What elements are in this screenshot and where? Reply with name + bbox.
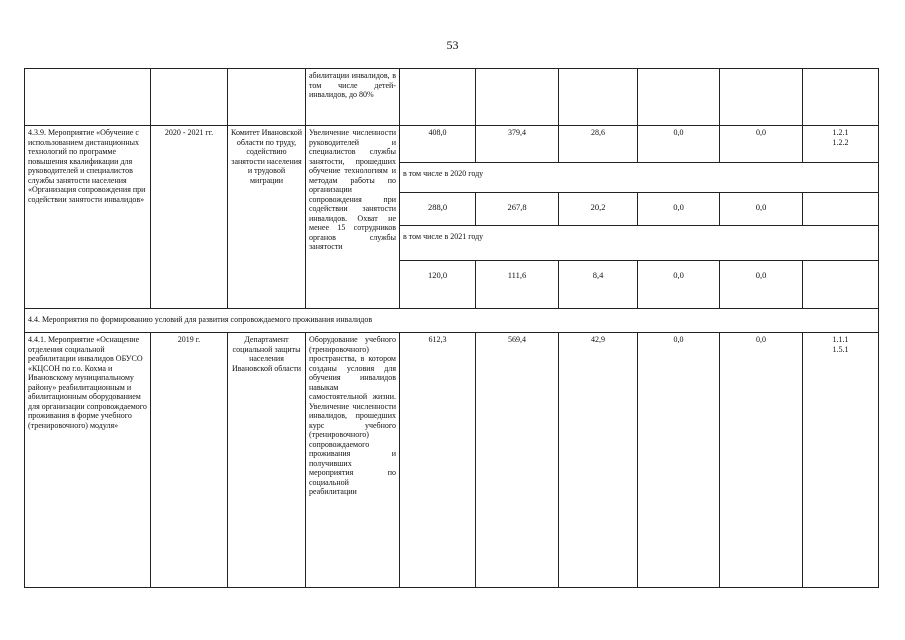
value-cell: 267,8 [476,193,559,226]
indicator-cell: Оборудование учебного (тренировочного) пространства, в котором созданы условия для обучения инвалидов навыкам самостоятельной жизни. Увеличение численности инвалидов, прошедших курс учебного (тренировочного) сопровождаемого проживания и получивших мероприятия по социальной реабилитации [306,333,400,588]
table-row [25,69,879,126]
measure-name: 4.3.9. Мероприятие «Обучение с использованием дистанционных технологий по программе повышения квалификации для руководителей и специалистов службы занятости населения «Организация сопровождения при содействии занятости инвалидов» [25,126,151,309]
value-cell: 8,4 [559,261,638,309]
table-row [25,126,879,163]
indicator-cell: абилитации инвалидов, в том числе детей-инвалидов, до 80% [306,69,400,126]
value-cell: 0,0 [638,193,720,226]
period-cell: 2020 - 2021 гг. [151,126,228,309]
section-title: 4.4. Мероприятия по формированию условий для развития сопровождаемого проживания инвалидов [25,309,879,333]
value-cell: 20,2 [559,193,638,226]
value-cell: 42,9 [559,333,638,588]
measure-name: 4.4.1. Мероприятие «Оснащение отделения социальной реабилитации инвалидов ОБУСО «КЦСОН по г.о. Кохма и Ивановскому муниципальному району» реабилитационным и абилитационным оборудованием для организации сопровождаемого проживания в форме учебного (тренировочного) модуля» [25,333,151,588]
value-cell: 0,0 [720,333,803,588]
value-cell: 408,0 [400,126,476,163]
executor-cell: Департамент социальной защиты населения Ивановской области [228,333,306,588]
links-cell: 1.1.1 1.5.1 [803,333,879,588]
indicator-cell: Увеличение численности руководителей и специалистов службы занятости, прошедших обучение технологиям и методам работы по организации сопровождения при содействии занятости инвалидов. Охват не менее 15 сотрудников органов службы занятости [306,126,400,309]
value-cell: 28,6 [559,126,638,163]
value-cell: 569,4 [476,333,559,588]
value-cell: 0,0 [720,261,803,309]
period-cell: 2019 г. [151,333,228,588]
executor-cell: Комитет Ивановской области по труду, содействию занятости населения и трудовой миграции [228,126,306,309]
year-label: в том числе в 2021 году [400,226,879,261]
value-cell: 111,6 [476,261,559,309]
section-row [25,309,879,333]
value-cell: 0,0 [720,126,803,163]
value-cell: 0,0 [720,193,803,226]
value-cell: 288,0 [400,193,476,226]
page-number: 53 [446,38,459,52]
value-cell: 120,0 [400,261,476,309]
value-cell: 0,0 [638,333,720,588]
year-label: в том числе в 2020 году [400,163,879,193]
table-row [25,333,879,588]
value-cell: 0,0 [638,126,720,163]
value-cell: 379,4 [476,126,559,163]
value-cell: 0,0 [638,261,720,309]
links-cell: 1.2.1 1.2.2 [803,126,879,163]
program-table [24,68,879,588]
value-cell: 612,3 [400,333,476,588]
